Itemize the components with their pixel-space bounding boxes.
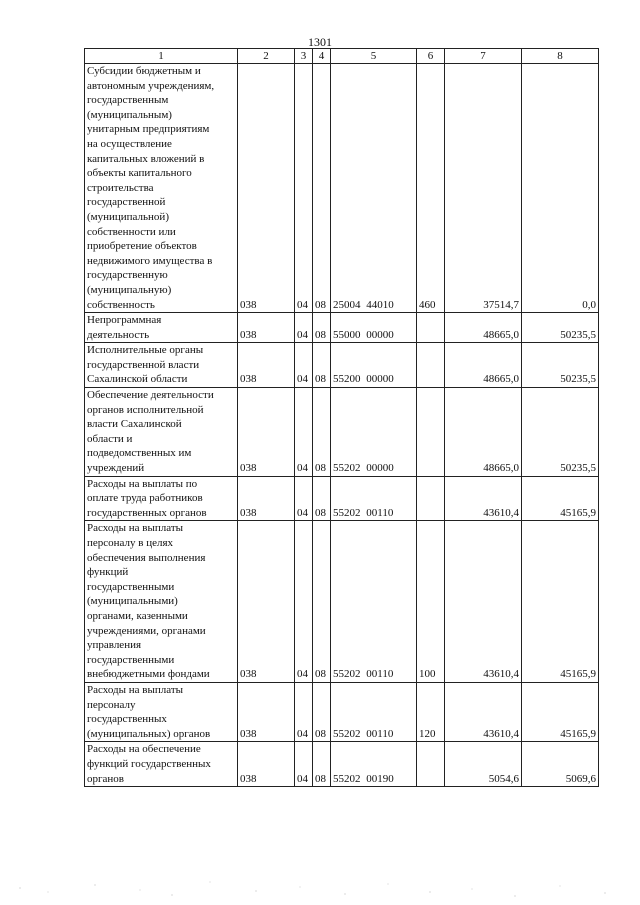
row-section-code: 04 (295, 313, 313, 343)
row-expense-type (417, 313, 445, 343)
table-row (85, 742, 599, 787)
row-name: Обеспечение деятельности органов исполнительной власти Сахалинской области и подведомственных им учреждений (85, 388, 238, 477)
table-row (85, 343, 599, 388)
row-target-code: 55202 00110 (331, 682, 417, 741)
row-ministry-code: 038 (238, 742, 295, 787)
row-target-code: 55000 00000 (331, 313, 417, 343)
header-cell: 8 (522, 49, 599, 64)
row-value-1: 48665,0 (445, 313, 522, 343)
row-ministry-code: 038 (238, 521, 295, 683)
row-value-1: 43610,4 (445, 521, 522, 683)
row-section-code: 04 (295, 64, 313, 313)
row-ministry-code: 038 (238, 476, 295, 521)
row-expense-type: 100 (417, 521, 445, 683)
row-ministry-code: 038 (238, 388, 295, 477)
row-target-code: 55202 00110 (331, 476, 417, 521)
row-section-code: 04 (295, 343, 313, 388)
row-value-1: 43610,4 (445, 682, 522, 741)
row-value-2: 45165,9 (522, 682, 599, 741)
row-target-code: 55202 00110 (331, 521, 417, 683)
row-value-2: 0,0 (522, 64, 599, 313)
row-value-2: 50235,5 (522, 343, 599, 388)
header-cell: 4 (313, 49, 331, 64)
table-row (85, 521, 599, 683)
row-target-code: 25004 44010 (331, 64, 417, 313)
row-expense-type: 120 (417, 682, 445, 741)
row-name: Исполнительные органы государственной власти Сахалинской области (85, 343, 238, 388)
header-cell: 1 (85, 49, 238, 64)
row-value-1: 43610,4 (445, 476, 522, 521)
row-value-1: 48665,0 (445, 388, 522, 477)
row-ministry-code: 038 (238, 343, 295, 388)
row-target-code: 55200 00000 (331, 343, 417, 388)
row-ministry-code: 038 (238, 313, 295, 343)
row-value-2: 50235,5 (522, 313, 599, 343)
table-header-row (85, 49, 599, 64)
row-expense-type (417, 388, 445, 477)
row-name: Непрограммная деятельность (85, 313, 238, 343)
page-number: 1301 (308, 35, 332, 49)
header-cell: 7 (445, 49, 522, 64)
row-expense-type (417, 343, 445, 388)
table-row (85, 64, 599, 313)
row-subsection-code: 08 (313, 64, 331, 313)
row-subsection-code: 08 (313, 343, 331, 388)
row-name: Расходы на выплаты по оплате труда работников государственных органов (85, 476, 238, 521)
row-subsection-code: 08 (313, 521, 331, 683)
table-row (85, 682, 599, 741)
row-value-1: 48665,0 (445, 343, 522, 388)
row-ministry-code: 038 (238, 64, 295, 313)
row-section-code: 04 (295, 682, 313, 741)
header-cell: 5 (331, 49, 417, 64)
row-expense-type (417, 742, 445, 787)
row-name: Субсидии бюджетным и автономным учреждениям, государственным (муниципальным) унитарным предприятиям на осуществление капитальных вложений в объекты капитального строительства государственной (муниципальной) собственности или приобретение объектов недвижимого имущества в государственную (муниципальную) собственность (85, 64, 238, 313)
row-subsection-code: 08 (313, 388, 331, 477)
row-subsection-code: 08 (313, 742, 331, 787)
row-name: Расходы на выплаты персоналу государственных (муниципальных) органов (85, 682, 238, 741)
row-expense-type (417, 476, 445, 521)
row-ministry-code: 038 (238, 682, 295, 741)
header-cell: 3 (295, 49, 313, 64)
row-subsection-code: 08 (313, 682, 331, 741)
row-value-2: 45165,9 (522, 476, 599, 521)
row-name: Расходы на выплаты персоналу в целях обеспечения выполнения функций государственными (муниципальными) органами, казенными учреждениями, органами управления государственными внебюджетными фондами (85, 521, 238, 683)
table-row (85, 313, 599, 343)
row-name: Расходы на обеспечение функций государственных органов (85, 742, 238, 787)
row-expense-type: 460 (417, 64, 445, 313)
row-value-2: 5069,6 (522, 742, 599, 787)
row-value-1: 37514,7 (445, 64, 522, 313)
row-value-2: 50235,5 (522, 388, 599, 477)
budget-table (84, 48, 599, 787)
row-target-code: 55202 00190 (331, 742, 417, 787)
header-cell: 6 (417, 49, 445, 64)
table-row (85, 388, 599, 477)
row-value-1: 5054,6 (445, 742, 522, 787)
row-section-code: 04 (295, 521, 313, 683)
row-target-code: 55202 00000 (331, 388, 417, 477)
row-subsection-code: 08 (313, 313, 331, 343)
header-cell: 2 (238, 49, 295, 64)
row-value-2: 45165,9 (522, 521, 599, 683)
row-section-code: 04 (295, 476, 313, 521)
row-subsection-code: 08 (313, 476, 331, 521)
table-row (85, 476, 599, 521)
row-section-code: 04 (295, 742, 313, 787)
row-section-code: 04 (295, 388, 313, 477)
scan-noise (0, 870, 640, 900)
